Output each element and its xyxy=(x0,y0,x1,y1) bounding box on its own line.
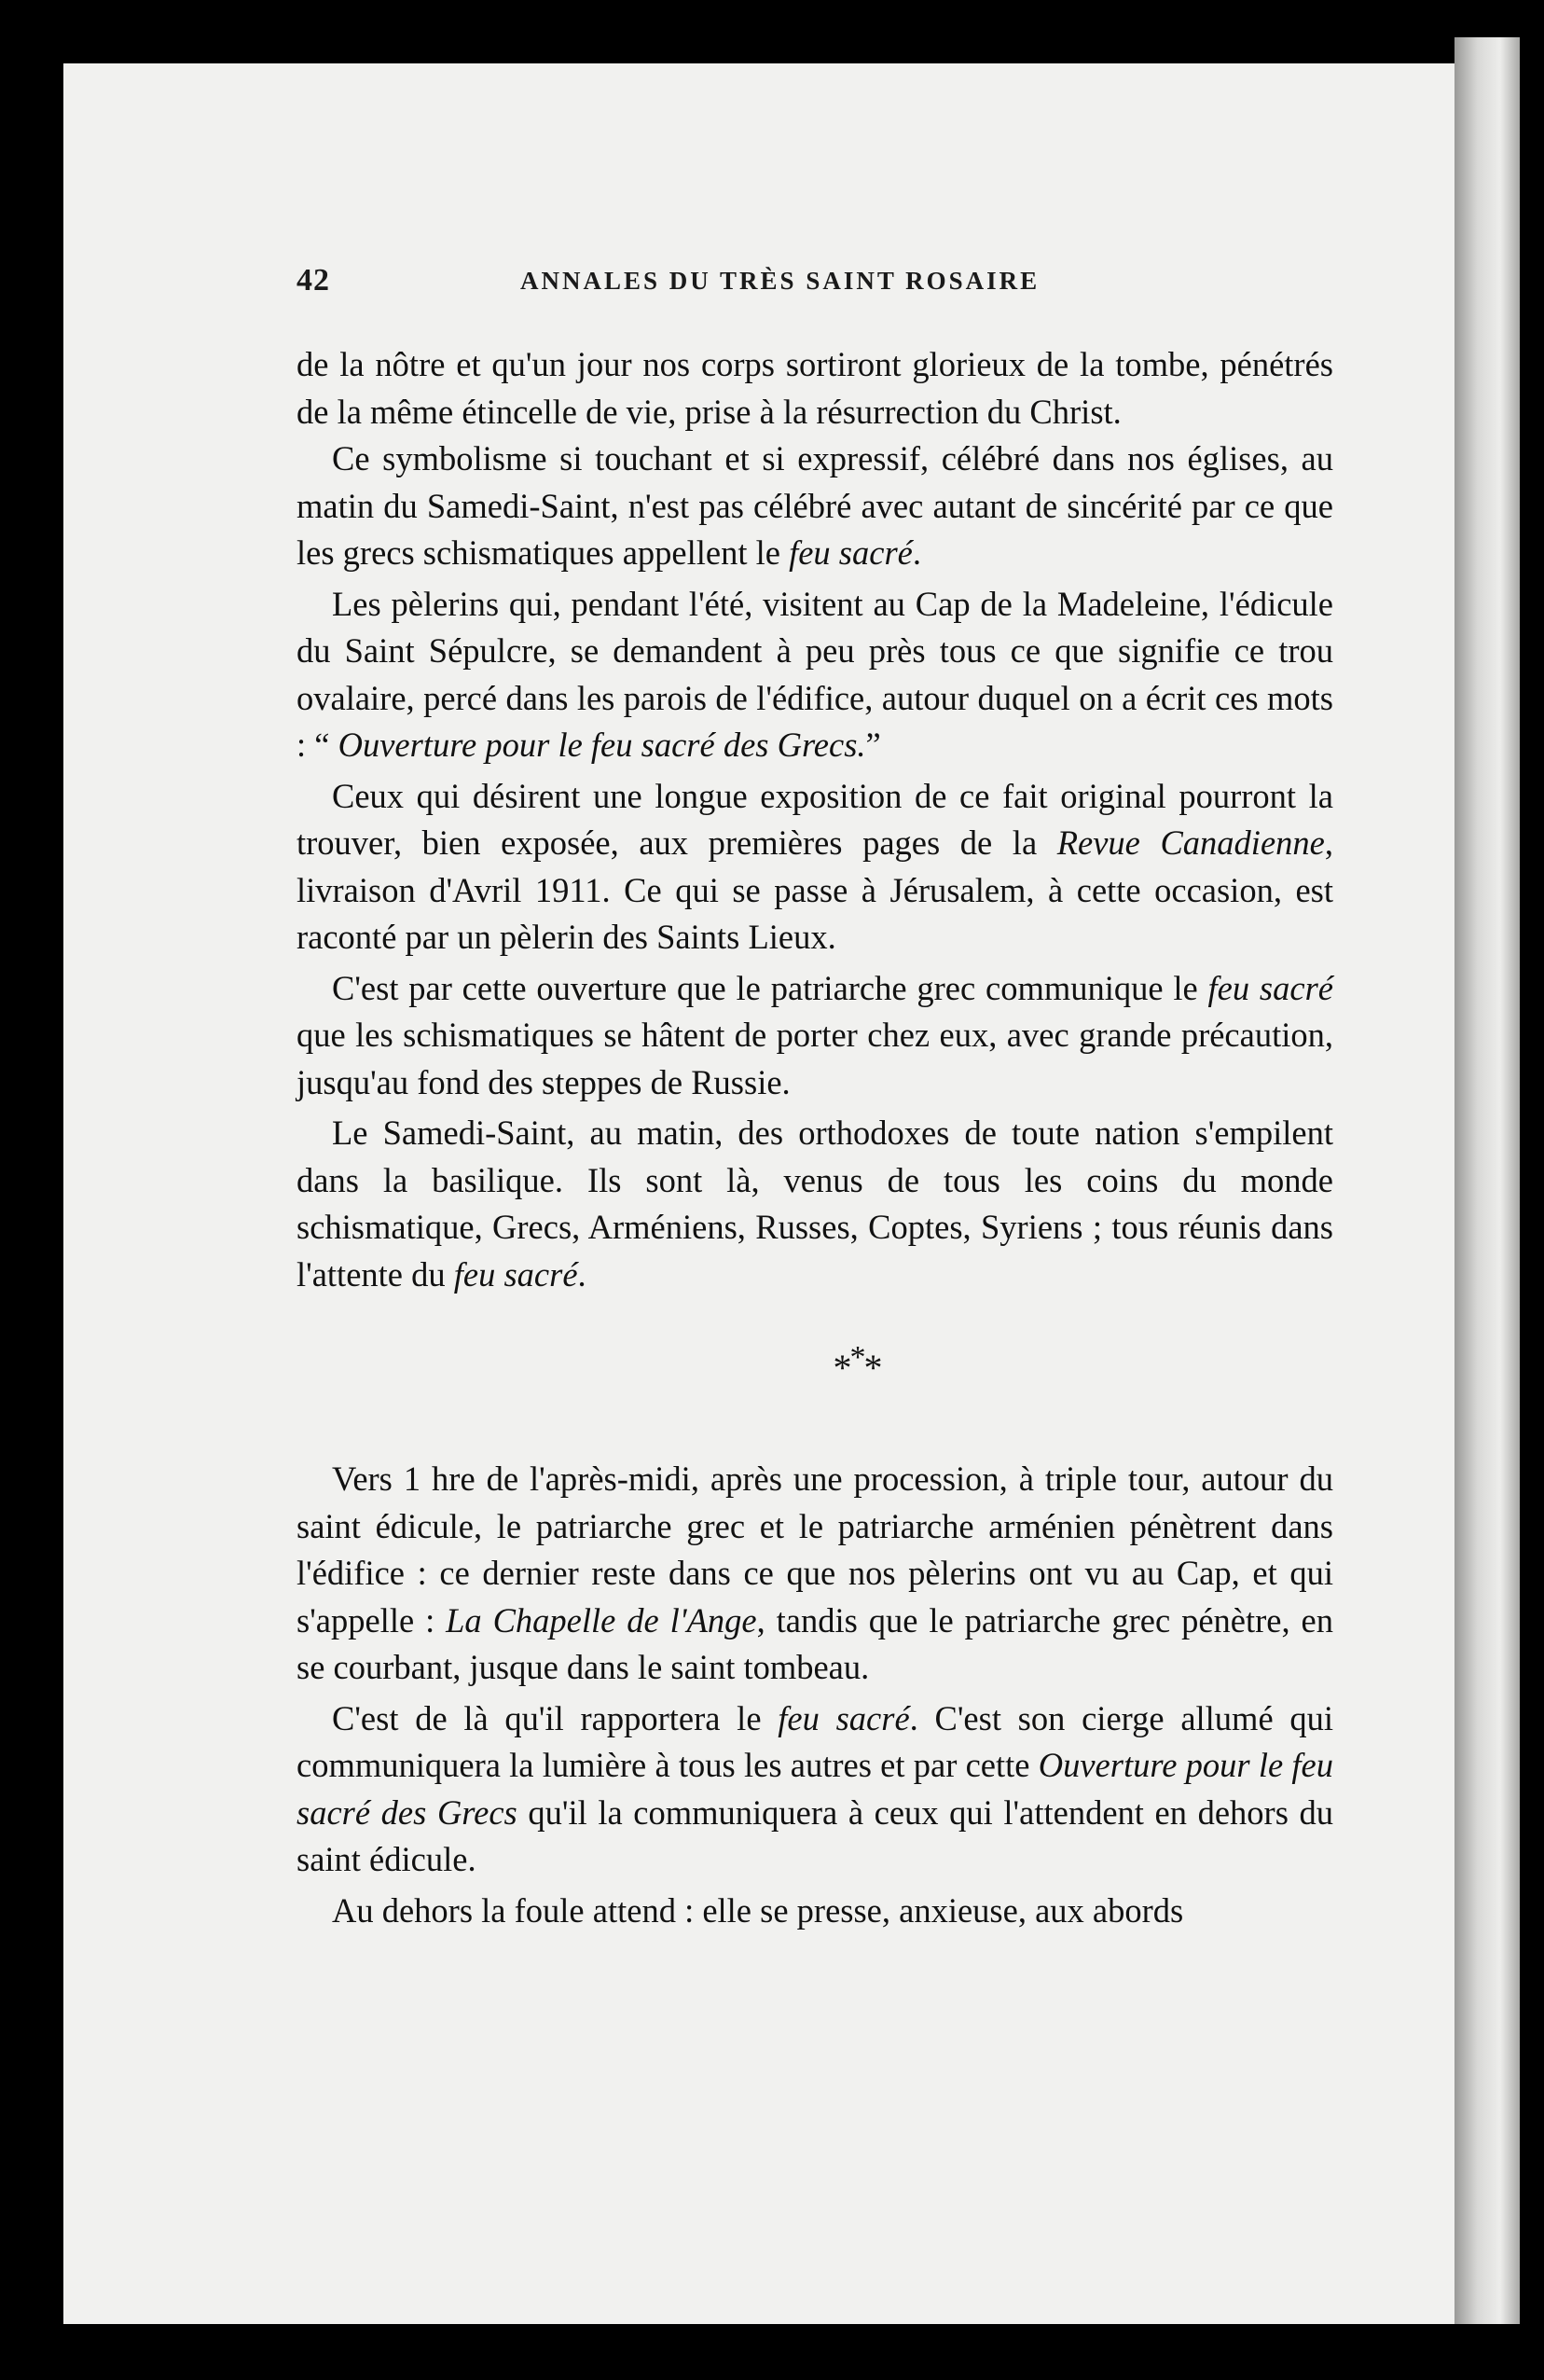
italic-term: feu sacré xyxy=(1207,968,1333,1007)
separator-right-star: * xyxy=(863,1347,881,1389)
paragraph-1: de la nôtre et qu'un jour nos corps sortiront glorieux de la tombe, pénétrés de la même étincelle de vie, prise à la résurrection du Christ. xyxy=(296,345,1333,431)
paragraph-4: Ceux qui désirent une longue exposition de ce fait original pourront la trouver, bien exposée, aux premières pages de la Revue Canadienne, livraison d'Avril 1911. Ce qui se passe à Jérusalem, à cette occasion, est raconté par un pèlerin des Saints Lieux. xyxy=(296,776,1333,956)
italic-term: feu sacré xyxy=(453,1254,578,1294)
paragraph-7: Vers 1 hre de l'après-midi, après une procession, à triple tour, autour du saint édicule, le patriarche grec et le patriarche arménien pénètrent dans l'édifice : ce dernier reste dans ce que nos pèlerins ont vu au Cap, et qui s'appelle : La Chapelle de l'Ange, tandis que le patriarche grec pénètre, en se courbant, jusque dans le saint tombeau. xyxy=(296,1460,1333,1686)
separator-top-star: * xyxy=(849,1340,864,1375)
italic-term: feu sacré xyxy=(778,1698,910,1737)
paragraph-2: Ce symbolisme si touchant et si expressif, célébré dans nos églises, au matin du Samedi-Saint, n'est pas célébré avec autant de sincérité par ce que les grecs schismatiques appellent le feu sacré. xyxy=(296,439,1333,572)
page-header xyxy=(296,263,1322,300)
paragraph-6: Le Samedi-Saint, au matin, des orthodoxes de toute nation s'empilent dans la basilique. Ils sont là, venus de tous les coins du monde schismatique, Grecs, Arméniens, Russes, Coptes, Syriens ; tous réunis dans l'attente du feu sacré. xyxy=(296,1114,1333,1294)
paragraph-8: C'est de là qu'il rapportera le feu sacré. C'est son cierge allumé qui communiquera la lumière à tous les autres et par cette Ouverture pour le feu sacré des Grecs qu'il la communiquera à ceux qui l'attendent en dehors du saint édicule. xyxy=(296,1698,1334,1878)
italic-quote: Ouverture pour le feu sacré des Grecs. xyxy=(338,726,866,764)
italic-term: feu sacré xyxy=(789,533,913,572)
running-head: ANNALES DU TRÈS SAINT ROSAIRE xyxy=(520,267,1041,295)
paragraph-5: C'est par cette ouverture que le patriarche grec communique le feu sacré que les schismatiques se hâtent de porter chez eux, avec grande précaution, jusqu'au fond des steppes de Russie. xyxy=(296,968,1333,1101)
page-number: 42 xyxy=(296,263,330,298)
italic-name: La Chapelle de l'Ange xyxy=(446,1600,757,1640)
page-edge xyxy=(1454,37,1520,2324)
paragraph-3: Les pèlerins qui, pendant l'été, visitent au Cap de la Madeleine, l'édicule du Saint Sépulcre, se demandent à peu près tous ce que signifie ce trou ovalaire, percé dans les parois de l'édifice, autour duquel on a écrit ces mots : “ Ouverture pour le feu sacré des Grecs.” xyxy=(296,584,1333,764)
italic-title: Revue Canadienne xyxy=(1056,823,1325,862)
italic-quote: Ouverture pour le feu sacré des Grecs xyxy=(296,1746,1333,1832)
section-separator xyxy=(296,1340,1333,1394)
separator-left-star: * xyxy=(833,1347,850,1389)
body-text xyxy=(296,341,1333,1934)
paragraph-9: Au dehors la foule attend : elle se presse, anxieuse, aux abords xyxy=(332,1890,1184,1930)
